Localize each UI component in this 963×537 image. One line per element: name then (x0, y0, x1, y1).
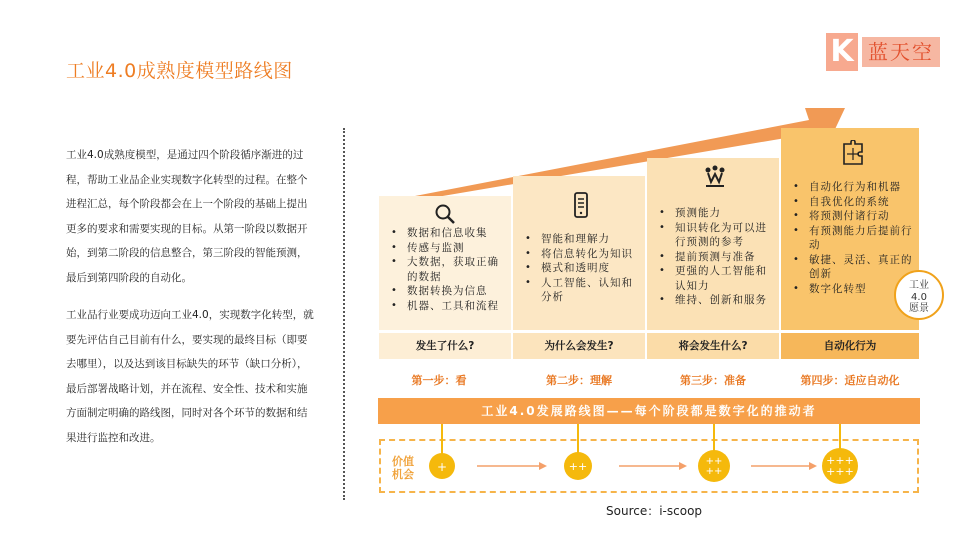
value-arrow (477, 462, 547, 470)
list-item: • 模式和透明度 (519, 261, 641, 276)
value-growth-track (379, 424, 919, 494)
list-item: • 数据和信息收集 (385, 226, 507, 241)
brand-logo (826, 33, 946, 71)
value-label-line-2: 机会 (392, 468, 414, 481)
question-understand: 为什么会发生? (513, 333, 645, 359)
list-item: • 敏捷、灵活、真正的创新 (787, 253, 915, 282)
list-item: • 人工智能、认知和分析 (519, 276, 641, 305)
list-item: • 维持、创新和服务 (653, 293, 775, 308)
value-node-4-text-top: +++ (826, 454, 854, 467)
page-title: 工业4.0成熟度模型路线图 (66, 60, 293, 82)
list-item: • 知识转化为可以进行预测的参考 (653, 221, 775, 250)
network-icon (703, 164, 727, 190)
roadmap-banner: 工业4.0发展路线图——每个阶段都是数字化的推动者 (378, 398, 920, 424)
list-item: • 自动化行为和机器 (787, 180, 915, 195)
magnifier-icon (433, 202, 457, 228)
list-item: • 传感与监测 (385, 241, 507, 256)
stage-see (379, 196, 511, 330)
step-label-4: 第四步：适应自动化 (800, 374, 900, 387)
value-label-line-1: 价值 (392, 455, 414, 468)
list-item: • 自我优化的系统 (787, 195, 915, 210)
stage-understand (513, 176, 645, 330)
value-node-2-text: ++ (568, 460, 588, 473)
source-caption: Source：i-scoop (606, 504, 703, 518)
list-item: • 大数据，获取正确的数据 (385, 255, 507, 284)
phone-icon (569, 192, 593, 218)
stage-prepare (647, 158, 779, 330)
goal-line-2: 4.0 (911, 291, 927, 303)
stage-understand-list (519, 232, 641, 305)
stage-prepare-list (653, 206, 775, 308)
step-label-3: 第三步：准备 (680, 374, 746, 387)
logo-mark: K (826, 33, 858, 71)
vertical-divider (343, 128, 345, 500)
value-arrow (751, 462, 817, 470)
goal-line-3: 愿景 (909, 303, 929, 314)
value-node-4-text-bottom: +++ (826, 465, 854, 478)
step-label-2: 第二步：理解 (546, 374, 612, 387)
list-item: • 数据转换为信息 (385, 284, 507, 299)
list-item: • 数字化转型 (787, 282, 915, 297)
goal-line-1: 工业 (909, 280, 929, 291)
intro-paragraph-2: 工业品行业要成功迈向工业4.0，实现数字化转型，就要先评估自己目前有什么，要实现的最终目标（即要去哪里），以及达到该目标缺失的环节（缺口分析），最后部署战略计划，并在流程、安全性、技术和实施方面制定明确的路线图，同时对各个环节的数据和结果进行监控和改进。 (66, 309, 314, 444)
question-prepare: 将会发生什么? (647, 333, 779, 359)
maturity-label: 工业4.0成熟度 (640, 107, 746, 152)
question-adapt: 自动化行为 (781, 333, 919, 359)
stage-adapt-list (787, 180, 915, 296)
stage-see-list (385, 226, 507, 313)
list-item: • 更强的人工智能和认知力 (653, 264, 775, 293)
list-item: • 提前预测与准备 (653, 250, 775, 265)
question-see: 发生了什么? (379, 333, 511, 359)
value-node-3-text-top: ++ (705, 456, 723, 467)
list-item: • 将信息转化为知识 (519, 247, 641, 262)
list-item: • 机器、工具和流程 (385, 299, 507, 314)
logo-name: 蓝天空 (862, 37, 940, 67)
list-item: • 智能和理解力 (519, 232, 641, 247)
puzzle-icon (841, 140, 865, 166)
intro-paragraph-1: 工业4.0成熟度模型，是通过四个阶段循序渐进的过程，帮助工业品企业实现数字化转型的过程。在整个进程汇总，每个阶段都会在上一个阶段的基础上提出更多的要求和需要实现的目标。从第一阶段以数据开始，到第二阶段的信息整合，第三阶段的智能预测，最后到第四阶段的自动化。 (66, 149, 308, 284)
value-arrow (619, 462, 687, 470)
value-node-1-text: + (436, 460, 448, 474)
value-node-3-text-bottom: ++ (705, 466, 723, 477)
step-label-1: 第一步：看 (411, 374, 467, 387)
list-item: • 预测能力 (653, 206, 775, 221)
list-item: • 有预测能力后提前行动 (787, 224, 915, 253)
goal-badge (894, 270, 944, 320)
list-item: • 将预测付诸行动 (787, 209, 915, 224)
